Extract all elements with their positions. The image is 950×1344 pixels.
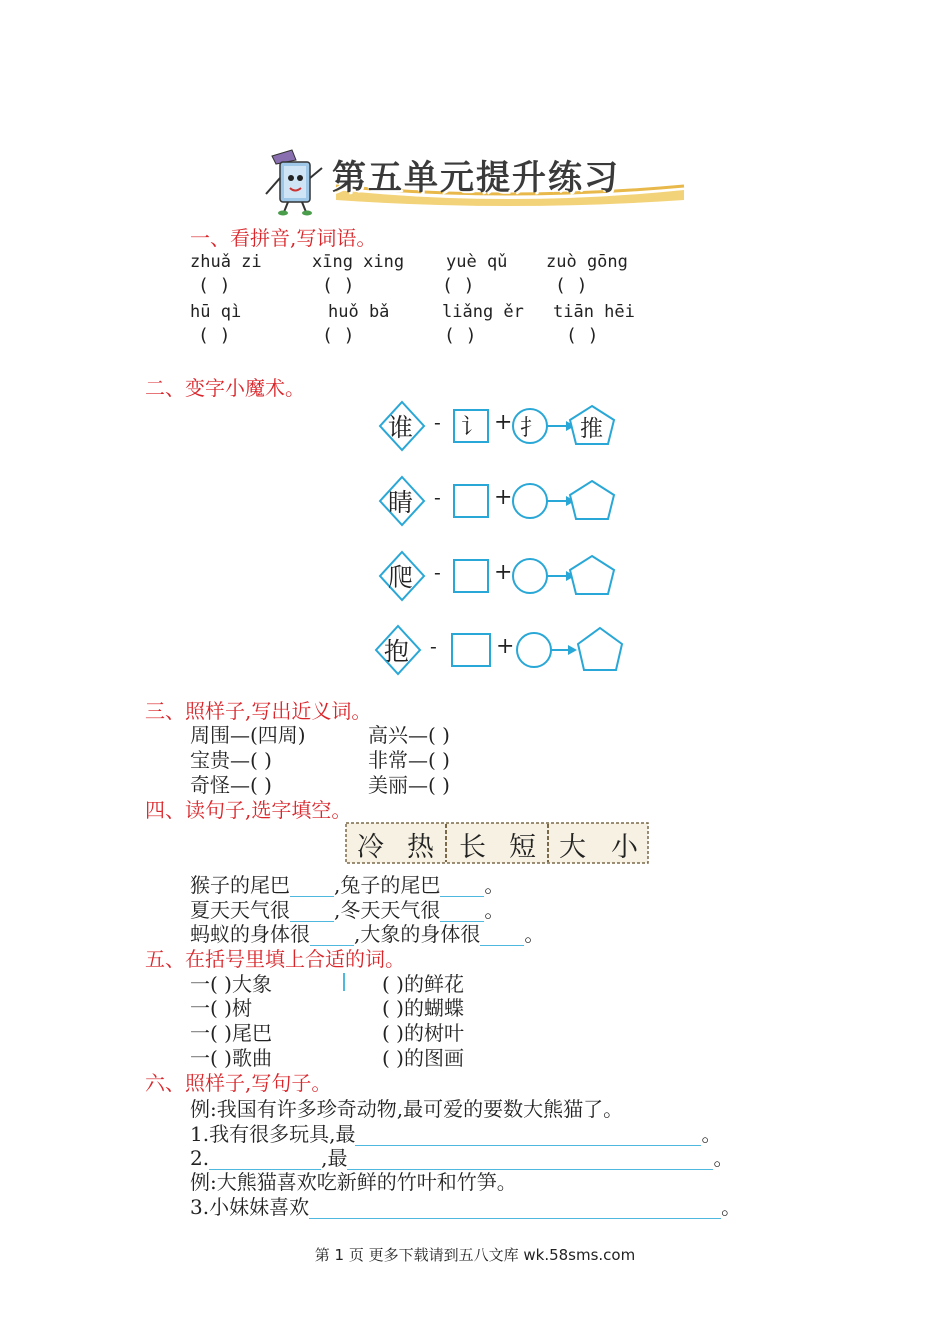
synonym-right-2[interactable]: 非常—( ) (368, 748, 450, 772)
sentence-end: 。 (524, 922, 545, 946)
sentence-end: 。 (713, 1146, 734, 1170)
result-char: 推 (580, 416, 603, 442)
pinyin-2: xīng xing (312, 252, 405, 272)
question-2 (190, 1146, 733, 1170)
answer-line[interactable] (347, 1149, 713, 1170)
source-char: 睛 (388, 488, 414, 517)
minus-sign: - (430, 634, 437, 658)
measure-word-2[interactable]: 一( )树 (190, 996, 252, 1020)
synonym-right-3[interactable]: 美丽—( ) (368, 773, 450, 797)
section4-heading: 四、读句子,选字填空。 (145, 798, 352, 822)
synonym-right-1[interactable]: 高兴—( ) (368, 723, 450, 747)
section6-heading: 六、照样子,写句子。 (145, 1071, 332, 1095)
example-sentence-1: 例:我国有许多珍奇动物,最可爱的要数大熊猫了。 (190, 1097, 624, 1121)
magic-row-1 (378, 398, 628, 456)
minus-sign: - (434, 485, 441, 509)
sentence-end: 。 (484, 873, 505, 897)
section3-heading: 三、照样子,写出近义词。 (145, 699, 372, 723)
answer-paren-7[interactable]: ( ) (444, 325, 477, 346)
plus-sign: + (494, 410, 513, 435)
section1-heading: 一、看拼音,写词语。 (190, 226, 377, 250)
source-char: 抱 (384, 637, 410, 666)
pinyin-1: zhuǎ zi (190, 252, 262, 272)
measure-word-3[interactable]: 一( )尾巴 (190, 1021, 272, 1045)
answer-line[interactable] (209, 1149, 321, 1170)
magic-row-3 (378, 548, 628, 606)
example-sentence-2: 例:大熊猫喜欢吃新鲜的竹叶和竹笋。 (190, 1170, 517, 1194)
minus-radical: 讠 (461, 415, 484, 440)
adjective-3[interactable]: ( )的树叶 (382, 1021, 464, 1045)
word-option-6: 小 (611, 832, 638, 863)
answer-paren-4[interactable]: ( ) (555, 275, 588, 296)
question-3 (190, 1195, 741, 1219)
section2-heading: 二、变字小魔术。 (145, 376, 305, 400)
answer-blank[interactable] (310, 925, 354, 946)
magic-row-4 (372, 622, 628, 680)
synonym-left-3[interactable]: 奇怪—( ) (190, 773, 272, 797)
answer-blank[interactable] (480, 925, 524, 946)
sentence-part: ,兔子的尾巴 (334, 873, 441, 897)
pinyin-7: liǎng ěr (442, 302, 524, 322)
source-char: 谁 (388, 413, 414, 442)
minus-sign: - (434, 560, 441, 584)
word-option-4: 短 (509, 832, 536, 863)
sentence-end: 。 (484, 898, 505, 922)
word-choice-bar (345, 822, 649, 864)
pinyin-8: tiān hēi (553, 302, 635, 322)
plus-sign: + (494, 485, 513, 510)
mascot-icon (262, 148, 326, 216)
sentence-end: 。 (701, 1122, 722, 1146)
answer-blank[interactable] (290, 901, 334, 922)
synonym-left-2[interactable]: 宝贵—( ) (190, 748, 272, 772)
sentence-part: 猴子的尾巴 (190, 873, 290, 897)
sentence-part: 蚂蚁的身体很 (190, 922, 310, 946)
question-text: 3.小妹妹喜欢 (190, 1195, 310, 1219)
adjective-2[interactable]: ( )的蝴蝶 (382, 996, 464, 1020)
synonym-left-1: 周围—(四周) (190, 723, 306, 747)
answer-paren-6[interactable]: ( ) (322, 325, 355, 346)
fill-sentence-3 (190, 922, 544, 946)
plus-sign: + (496, 634, 515, 659)
measure-word-1[interactable]: 一( )大象 (190, 972, 272, 996)
answer-paren-2[interactable]: ( ) (322, 275, 355, 296)
question-text: 1.我有很多玩具,最 (190, 1122, 356, 1146)
question-1 (190, 1122, 721, 1146)
section5-heading: 五、在括号里填上合适的词。 (145, 947, 405, 971)
word-option-5: 大 (559, 832, 586, 863)
source-char: 爬 (388, 563, 414, 592)
word-option-2: 热 (407, 832, 434, 863)
pinyin-5: hū qì (190, 302, 242, 322)
magic-row-2 (378, 473, 628, 531)
pinyin-4: zuò gōng (546, 252, 628, 272)
word-option-3: 长 (459, 832, 486, 863)
pinyin-6: huǒ bǎ (328, 302, 390, 322)
adjective-4[interactable]: ( )的图画 (382, 1046, 464, 1070)
plus-radical: 扌 (520, 416, 543, 441)
plus-sign: + (494, 560, 513, 585)
minus-sign: - (434, 410, 441, 434)
answer-line[interactable] (355, 1125, 701, 1146)
word-option-1: 冷 (357, 832, 384, 863)
page-footer: 第 1 页 更多下载请到五八文库 wk.58sms.com (314, 1246, 636, 1264)
text-cursor (343, 973, 345, 991)
answer-line[interactable] (309, 1198, 721, 1219)
answer-paren-1[interactable]: ( ) (198, 275, 231, 296)
sentence-part: ,冬天天气很 (334, 898, 441, 922)
sentence-end: 。 (721, 1195, 742, 1219)
measure-word-4[interactable]: 一( )歌曲 (190, 1046, 272, 1070)
answer-paren-8[interactable]: ( ) (566, 325, 599, 346)
question-number: 2. (190, 1146, 210, 1170)
answer-paren-3[interactable]: ( ) (442, 275, 475, 296)
answer-blank[interactable] (440, 876, 484, 897)
question-text: ,最 (321, 1146, 348, 1170)
pinyin-3: yuè qǔ (446, 252, 508, 272)
page-title: 第五单元提升练习 (332, 158, 620, 198)
answer-blank[interactable] (290, 876, 334, 897)
fill-sentence-1 (190, 873, 504, 897)
sentence-part: ,大象的身体很 (354, 922, 481, 946)
answer-blank[interactable] (440, 901, 484, 922)
title-banner (328, 156, 688, 206)
adjective-1[interactable]: ( )的鲜花 (382, 972, 464, 996)
fill-sentence-2 (190, 898, 504, 922)
sentence-part: 夏天天气很 (190, 898, 290, 922)
answer-paren-5[interactable]: ( ) (198, 325, 231, 346)
